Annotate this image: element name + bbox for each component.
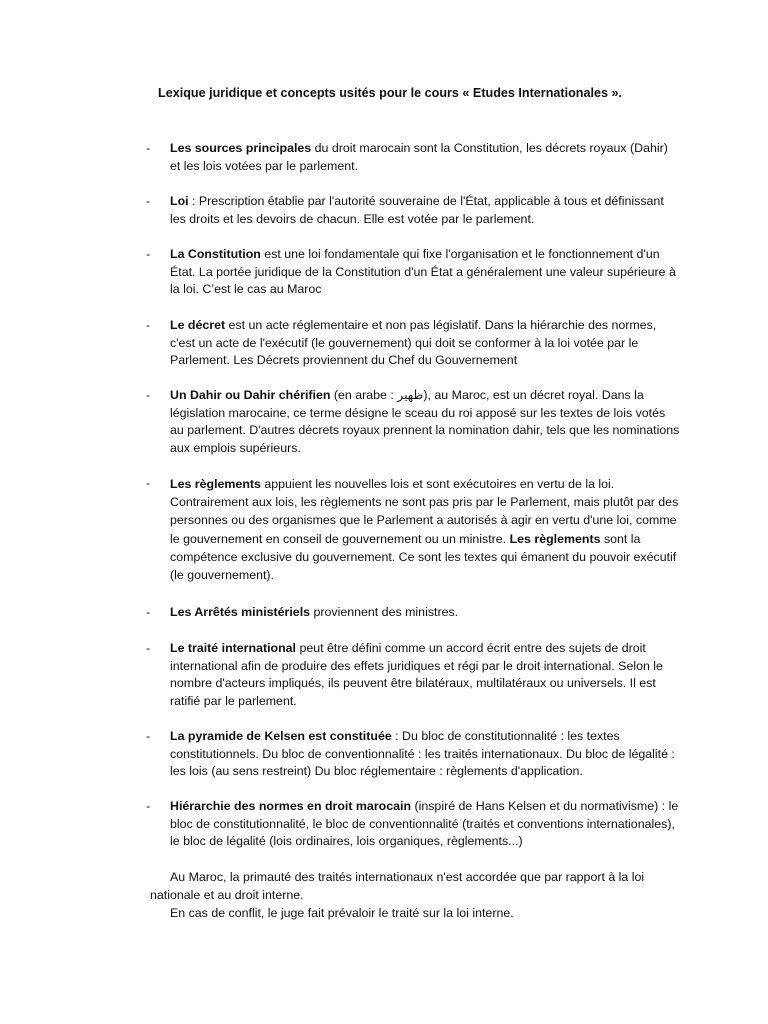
bullet-dash: -	[146, 247, 151, 261]
term: Le décret	[170, 318, 226, 332]
term: Les règlements	[509, 531, 601, 546]
bullet-dash: -	[146, 641, 151, 655]
term: Hiérarchie des normes en droit marocain	[170, 799, 412, 813]
definition: sont la compétence exclusive du gouvernement. Ce sont les textes qui émanent du pouvoir exécutif (le gouvernement).	[170, 531, 677, 583]
bullet-dash: -	[146, 141, 151, 155]
term: Le traité international	[170, 641, 296, 655]
list-item-loi	[146, 193, 686, 228]
bullet-dash: -	[146, 318, 151, 332]
list-item-hierarchie	[146, 798, 686, 851]
term: Les règlements	[170, 477, 261, 491]
list-item-traite	[146, 640, 686, 710]
term: La Constitution	[170, 247, 261, 261]
bullet-dash: -	[146, 476, 151, 490]
list-item-reglements	[146, 475, 686, 584]
term: La pyramide de Kelsen est constituée	[170, 729, 392, 743]
list-item-dahir	[146, 387, 686, 457]
list-item-constitution	[146, 246, 686, 299]
document-title: Lexique juridique et concepts usités pour le cours « Etudes Internationales ».	[158, 86, 622, 100]
bullet-dash: -	[146, 388, 151, 402]
list-item-arretes	[146, 604, 686, 622]
bullet-dash: -	[146, 194, 151, 208]
list-item-sources	[146, 140, 686, 175]
paragraph-primaute: Au Maroc, la primauté des traités internationaux n'est accordée que par rapport à la loi nationale et au droit interne.	[150, 870, 645, 902]
bullet-dash: -	[146, 729, 151, 743]
paragraph-conflit: En cas de conflit, le juge fait prévaloir le traité sur la loi interne.	[170, 906, 514, 920]
bullet-dash: -	[146, 605, 151, 619]
definition: est une loi fondamentale qui fixe l'organisation et le fonctionnement d'un État. La portée juridique de la Constitution d'un État a généralement une valeur supérieure à la loi. C’est le cas au Maroc	[170, 247, 676, 297]
term: Loi	[170, 194, 189, 208]
definition: appuient les nouvelles lois et sont exécutoires en vertu de la loi. Contrairement aux lois, les règlements ne sont pas pris par le Parlement, mais plutôt par des personnes ou des organismes que le Parlement a autorisés à agir en vertu d'une loi, comme le gouvernement en conseil de gouvernement ou un ministre.	[170, 477, 679, 546]
definition: proviennent des ministres.	[310, 605, 459, 619]
definition: du droit marocain sont la Constitution, les décrets royaux (Dahir) et les lois votées par le parlement.	[170, 141, 668, 173]
list-item-decret	[146, 317, 686, 370]
list-item-kelsen	[146, 728, 686, 781]
definition: (inspiré de Hans Kelsen et du normativisme) : le bloc de constitutionnalité, le bloc de conventionnalité (traités et conventions internationales), le bloc de légalité (lois ordinaires, lois organiques, règlements...)	[170, 799, 679, 849]
definition: est un acte réglementaire et non pas législatif. Dans la hiérarchie des normes, c'est un acte de l'exécutif (le gouvernement) qui doit se conformer à la loi votée par le Parlement. Les Décrets proviennent du Chef du Gouvernement	[170, 318, 657, 368]
term: Un Dahir ou Dahir chérifien	[170, 388, 331, 402]
definition: peut être défini comme un accord écrit entre des sujets de droit international afin de produire des effets juridiques et régi par le droit international. Selon le nombre d'acteurs impliqués, ils peuvent être bilatéraux, multilatéraux ou universels. Il est ratifié par le parlement.	[170, 641, 663, 708]
definition: : Prescription établie par l'autorité souveraine de l'État, applicable à tous et définissant les droits et les devoirs de chacun. Elle est votée par le parlement.	[170, 194, 664, 226]
definition: (en arabe : ظهير), au Maroc, est un décret royal. Dans la législation marocaine, ce terme désigne le sceau du roi apposé sur les textes de lois votés au parlement. D'autres décrets royaux prennent la nomination dahir, tels que les nominations aux emplois supérieurs.	[170, 388, 680, 455]
term: Les sources principales	[170, 141, 312, 155]
bullet-dash: -	[146, 799, 151, 813]
definition: : Du bloc de constitutionnalité : les textes constitutionnels. Du bloc de conventionnalité : les traités internationaux. Du bloc de légalité : les lois (au sens restreint) Du bloc réglementaire : règlements d'application.	[170, 729, 675, 779]
term: Les Arrêtés ministériels	[170, 605, 311, 619]
